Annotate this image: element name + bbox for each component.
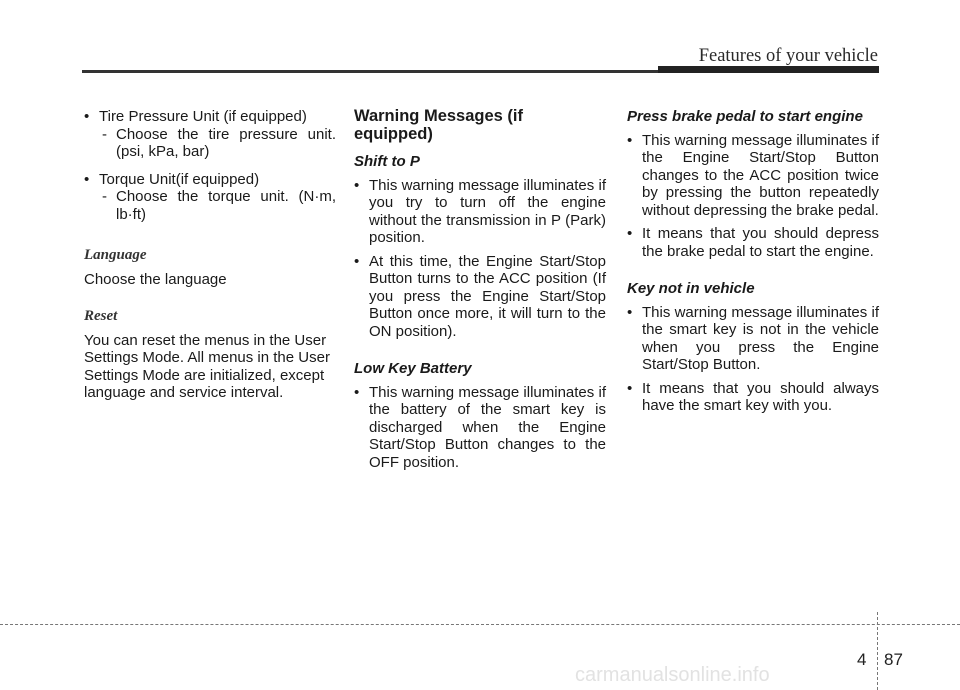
bullet-icon: • — [627, 379, 633, 397]
sub-item — [84, 126, 336, 161]
page-number: 87 — [884, 650, 903, 669]
bullet-text: Tire Pressure Unit (if equipped) — [99, 108, 307, 125]
key-heading: Key not in vehicle — [627, 280, 755, 297]
language-text: Choose the language — [84, 270, 227, 288]
bullet-icon: • — [627, 131, 633, 149]
list-item — [627, 380, 879, 415]
column-2 — [354, 108, 606, 471]
bullet-text: Torque Unit(if equipped) — [99, 170, 260, 188]
bullet-text: This warning message illuminates if the battery of the smart key is discharged when the Engine Start/Stop Button changes to the OFF position. — [369, 383, 606, 471]
list-item — [627, 225, 879, 260]
column-1 — [84, 108, 336, 402]
list-item — [627, 132, 879, 220]
lowkey-heading: Low Key Battery — [354, 360, 472, 377]
column-3 — [627, 108, 879, 415]
header-accent-bar — [658, 66, 879, 73]
list-item — [84, 171, 336, 189]
sub-item-text: Choose the tire pressure unit. (psi, kPa, bar) — [116, 125, 336, 160]
bullet-icon: • — [627, 303, 633, 321]
shift-heading: Shift to P — [354, 153, 420, 170]
bullet-icon: • — [84, 108, 90, 125]
bullet-text: At this time, the Engine Start/Stop Button turns to the ACC position (If you press the Engine Start/Stop Button once more, it will turn to the ON position). — [369, 252, 606, 340]
list-item — [354, 177, 606, 247]
sub-item — [84, 188, 336, 223]
bullet-icon: • — [354, 252, 360, 270]
bullet-icon: • — [354, 383, 360, 401]
bullet-text: This warning message illuminates if the Engine Start/Stop Button changes to the ACC position twice by pressing the button repeatedly without depressing the brake pedal. — [642, 131, 879, 219]
footer-rule — [0, 624, 960, 625]
language-heading: Language — [84, 247, 147, 263]
bullet-text: This warning message illuminates if you try to turn off the engine without the transmission in P (Park) position. — [369, 176, 606, 246]
list-item — [354, 253, 606, 341]
sub-item-text: Choose the torque unit. (N·m, lb·ft) — [116, 188, 336, 223]
bullet-icon: • — [627, 225, 633, 242]
section-title: Warning Messages (if equipped) — [354, 107, 524, 143]
reset-text: You can reset the menus in the User Settings Mode. All menus in the User Settings Mode are initialized, except language and service interval. — [84, 331, 330, 401]
bullet-icon: • — [354, 176, 360, 194]
reset-heading: Reset — [84, 308, 118, 324]
list-item — [84, 108, 336, 126]
dash-icon: - — [102, 125, 107, 143]
list-item — [627, 304, 879, 374]
bullet-icon: • — [84, 170, 90, 188]
list-item — [354, 384, 606, 472]
bullet-text: It means that you should always have the smart key with you. — [642, 379, 879, 414]
watermark: carmanualsonline.info — [575, 664, 770, 686]
bullet-text: It means that you should depress the brake pedal to start the engine. — [642, 225, 879, 260]
bullet-text: This warning message illuminates if the smart key is not in the vehicle when you press the Engine Start/Stop Button. — [642, 303, 879, 373]
dash-icon: - — [102, 188, 107, 205]
footer-divider — [877, 612, 878, 690]
brake-heading: Press brake pedal to start engine — [627, 108, 863, 125]
chapter-number: 4 — [857, 650, 867, 669]
page-header-title: Features of your vehicle — [698, 46, 878, 66]
